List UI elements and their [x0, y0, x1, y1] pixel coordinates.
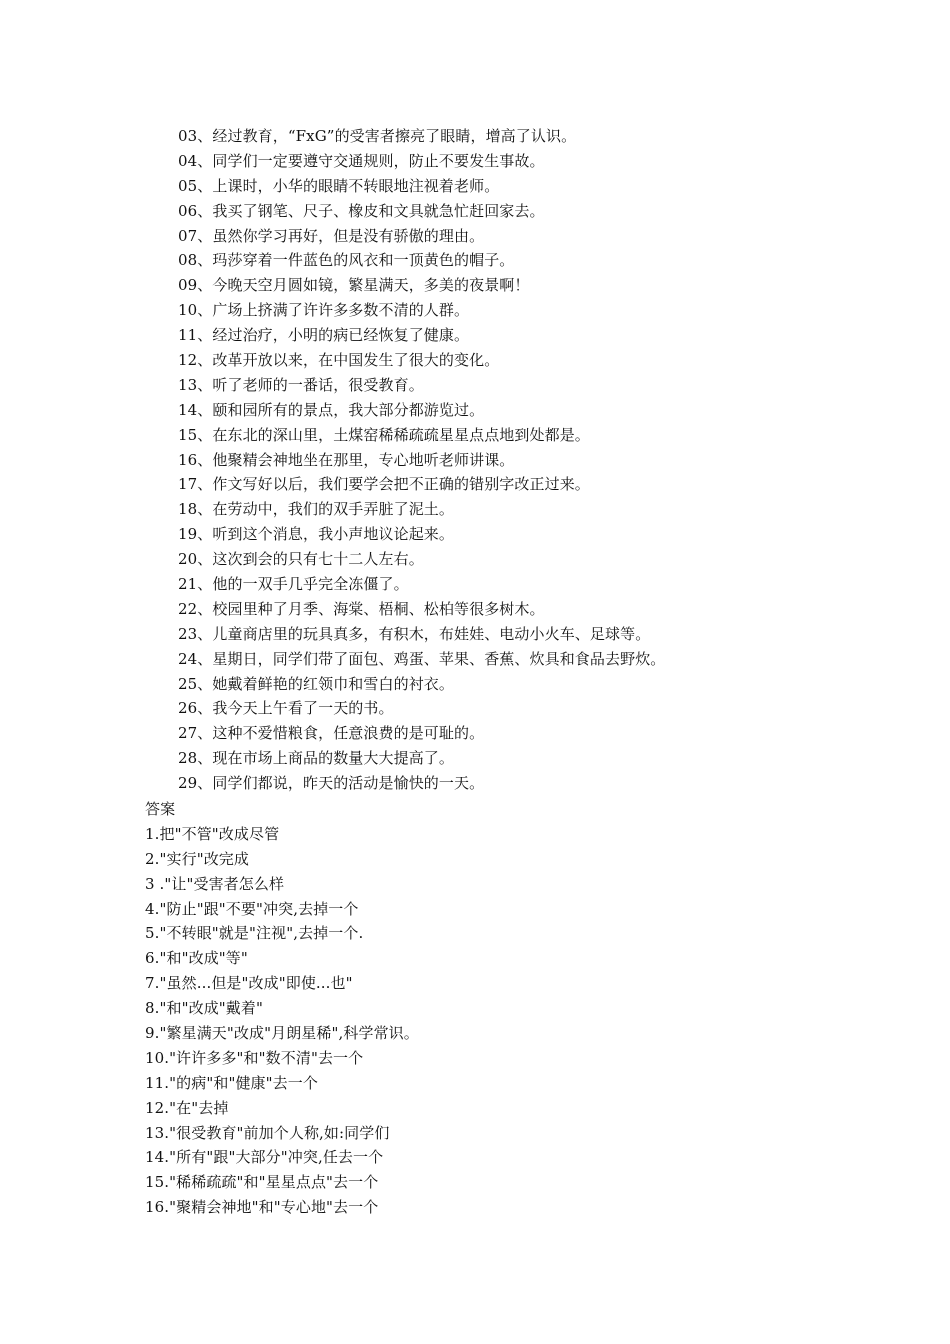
question-item: 28、现在市场上商品的数量大大提高了。 — [178, 749, 454, 768]
answer-item: 8."和"改成"戴着" — [145, 999, 264, 1018]
question-item: 20、这次到会的只有七十二人左右。 — [178, 550, 424, 569]
answers-section — [145, 797, 845, 1220]
answer-item: 4."防止"跟"不要"冲突,去掉一个 — [145, 899, 359, 918]
question-item: 26、我今天上午看了一天的书。 — [178, 699, 394, 718]
question-item: 16、他聚精会神地坐在那里，专心地听老师讲课。 — [178, 450, 515, 469]
question-item: 05、上课时，小华的眼睛不转眼地注视着老师。 — [178, 176, 500, 195]
question-list — [178, 124, 878, 796]
answer-item: 12."在"去掉 — [145, 1098, 229, 1117]
question-item: 29、同学们都说，昨天的活动是愉快的一天。 — [178, 774, 485, 793]
answers-heading: 答案 — [145, 800, 176, 818]
question-item: 15、在东北的深山里，土煤窑稀稀疏疏星星点点地到处都是。 — [178, 425, 590, 444]
answer-item: 2."实行"改完成 — [145, 849, 250, 868]
answer-item: 11."的病"和"健康"去一个 — [145, 1073, 318, 1092]
question-item: 22、校园里种了月季、海棠、梧桐、松柏等很多树木。 — [178, 599, 545, 618]
answer-item: 13."很受教育"前加个人称,如:同学们 — [145, 1123, 390, 1142]
answer-item: 14."所有"跟"大部分"冲突,任去一个 — [145, 1148, 384, 1167]
question-item: 10、广场上挤满了许许多多数不清的人群。 — [178, 301, 470, 320]
answer-item: 16."聚精会神地"和"专心地"去一个 — [145, 1198, 379, 1217]
question-item: 21、他的一双手几乎完全冻僵了。 — [178, 575, 409, 594]
answer-item: 1.把"不管"改成尽管 — [145, 824, 280, 843]
question-item: 04、同学们一定要遵守交通规则，防止不要发生事故。 — [178, 151, 545, 170]
question-item: 09、今晚天空月圆如镜，繁星满天，多美的夜景啊！ — [178, 276, 530, 295]
question-item: 06、我买了钢笔、尺子、橡皮和文具就急忙赶回家去。 — [178, 201, 545, 220]
question-item: 13、听了老师的一番话，很受教育。 — [178, 375, 424, 394]
answer-item: 7."虽然...但是"改成"即使...也" — [145, 974, 353, 993]
question-item: 27、这种不爱惜粮食，任意浪费的是可耻的。 — [178, 724, 485, 743]
answer-item: 6."和"改成"等" — [145, 949, 248, 968]
question-item: 23、儿童商店里的玩具真多，有积木，布娃娃、电动小火车、足球等。 — [178, 624, 651, 643]
question-item: 11、经过治疗，小明的病已经恢复了健康。 — [178, 326, 470, 345]
question-item: 03、经过教育，“FxG”的受害者擦亮了眼睛，增高了认识。 — [178, 127, 577, 145]
answer-item: 5."不转眼"就是"注视",去掉一个. — [145, 924, 364, 943]
answer-item: 3 ."让"受害者怎么样 — [145, 874, 285, 893]
answer-item: 15."稀稀疏疏"和"星星点点"去一个 — [145, 1173, 379, 1192]
question-item: 08、玛莎穿着一件蓝色的风衣和一顶黄色的帽子。 — [178, 251, 515, 270]
question-item: 19、听到这个消息，我小声地议论起来。 — [178, 525, 454, 544]
question-item: 12、改革开放以来，在中国发生了很大的变化。 — [178, 351, 500, 370]
question-item: 14、颐和园所有的景点，我大部分都游览过。 — [178, 400, 485, 419]
answer-item: 9."繁星满天"改成"月朗星稀",科学常识。 — [145, 1024, 419, 1043]
question-item: 25、她戴着鲜艳的红领巾和雪白的衬衣。 — [178, 674, 454, 693]
question-item: 17、作文写好以后，我们要学会把不正确的错别字改正过来。 — [178, 475, 590, 494]
question-item: 07、虽然你学习再好，但是没有骄傲的理由。 — [178, 226, 485, 245]
question-item: 18、在劳动中，我们的双手弄脏了泥土。 — [178, 500, 454, 519]
answer-item: 10."许许多多"和"数不清"去一个 — [145, 1048, 364, 1067]
question-item: 24、星期日，同学们带了面包、鸡蛋、苹果、香蕉、炊具和食品去野炊。 — [178, 649, 666, 668]
